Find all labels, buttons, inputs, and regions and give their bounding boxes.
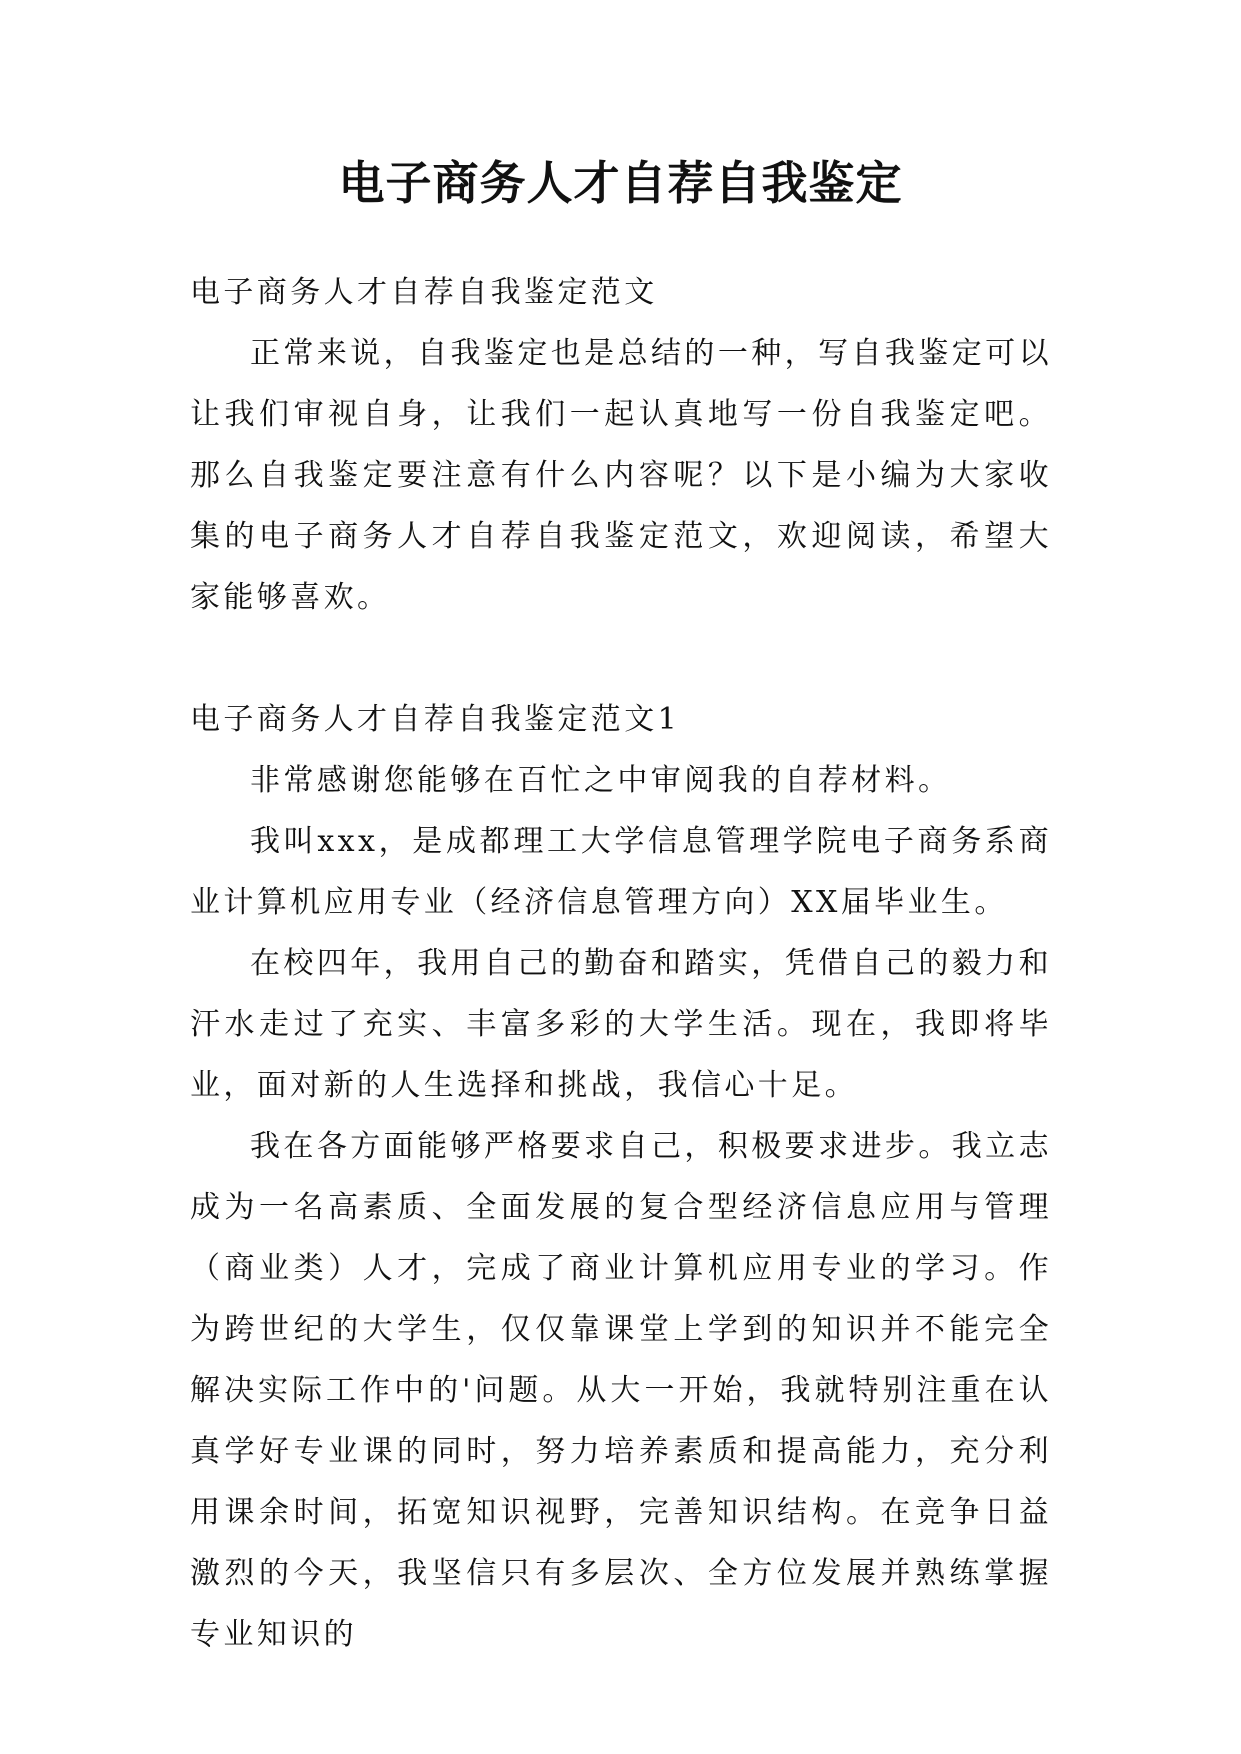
body-paragraph-3: 在校四年，我用自己的勤奋和踏实，凭借自己的毅力和汗水走过了充实、丰富多彩的大学生活。现在，我即将毕业，面对新的人生选择和挑战，我信心十足。 [190, 946, 1052, 1103]
intro-heading: 电子商务人才自荐自我鉴定范文 [190, 275, 658, 310]
document-body [190, 262, 1052, 1665]
body-paragraph-2: 我叫xxx，是成都理工大学信息管理学院电子商务系商业计算机应用专业（经济信息管理方向）XX届毕业生。 [190, 824, 1052, 920]
intro-paragraph: 正常来说，自我鉴定也是总结的一种，写自我鉴定可以让我们审视自身，让我们一起认真地写一份自我鉴定吧。那么自我鉴定要注意有什么内容呢？以下是小编为大家收集的电子商务人才自荐自我鉴定范文，欢迎阅读，希望大家能够喜欢。 [190, 336, 1052, 615]
section-spacer [190, 628, 1052, 689]
section-heading: 电子商务人才自荐自我鉴定范文1 [190, 702, 681, 737]
body-paragraph-4: 我在各方面能够严格要求自己，积极要求进步。我立志成为一名高素质、全面发展的复合型经济信息应用与管理（商业类）人才，完成了商业计算机应用专业的学习。作为跨世纪的大学生，仅仅靠课堂上学到的知识并不能完全解决实际工作中的'问题。从大一开始，我就特别注重在认真学好专业课的同时，努力培养素质和提高能力，充分利用课余时间，拓宽知识视野，完善知识结构。在竞争日益激烈的今天，我坚信只有多层次、全方位发展并熟练掌握专业知识的 [190, 1129, 1052, 1652]
body-paragraph-1: 非常感谢您能够在百忙之中审阅我的自荐材料。 [250, 763, 952, 798]
document-title: 电子商务人才自荐自我鉴定 [338, 156, 903, 210]
